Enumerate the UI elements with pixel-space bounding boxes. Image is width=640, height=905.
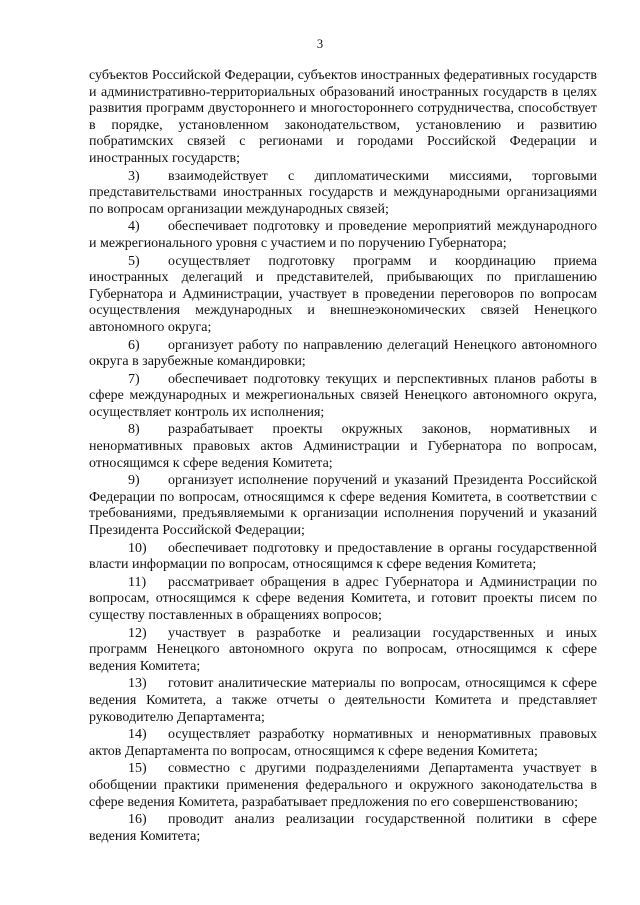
item-text: совместно с другими подразделениями Департамента участвует в обобщении практики применения федерального и окружного законодательства в сфере ведения Комитета, разрабатывает предложения по его совершенствованию; [89,761,597,810]
list-item [89,676,597,726]
item-text: обеспечивает подготовку текущих и перспективных планов работы в сфере международных и межрегиональных связей Ненецкого автономного округа, осуществляет контроль их исполнения; [89,371,597,420]
item-text: взаимодействует с дипломатическими миссиями, торговыми представительствами иностранных государств и международными организациями по вопросам организации международных связей; [89,168,597,217]
item-text: осуществляет разработку нормативных и ненормативных правовых актов Департамента по вопросам, относящимся к сфере ведения Комитета; [89,727,597,759]
list-item [89,169,597,219]
list-item [89,254,597,337]
item-text: готовит аналитические материалы по вопросам, относящимся к сфере ведения Комитета, а также отчеты о деятельности Комитета и представляет руководителю Департамента; [89,676,597,725]
paragraph-text: субъектов Российской Федерации, субъектов иностранных федеративных государств и административно-территориальных образований иностранных государств в целях развития программ двустороннего и многостороннего сотрудничества, способствует в порядке, установленном законодательством, установлению и развитию побратимских связей с регионами и городами Российской Федерации и иностранных государств; [89,68,597,166]
item-number: 9) [128,473,140,489]
item-number: 11) [128,574,147,590]
list-item [89,812,597,845]
item-text: организует исполнение поручений и указаний Президента Российской Федерации по вопросам, относящимся к сфере ведения Комитета, в соответствии с требованиями, предъявляемыми к организации исполнения поручений и указаний Президента Российской Федерации; [89,473,597,539]
item-text: рассматривает обращения в адрес Губернатора и Администрации по вопросам, относящимся к сфере ведения Комитета, и готовит проекты писем по существу поставленных в обращениях вопросов; [89,574,597,623]
item-number: 8) [128,422,140,438]
item-number: 4) [128,219,140,235]
item-number: 12) [128,625,147,641]
list-item [89,219,597,252]
list-item [89,761,597,811]
list-item [89,338,597,371]
item-number: 10) [128,540,147,556]
list-item [89,727,597,760]
item-number: 7) [128,371,140,387]
item-number: 14) [128,727,147,743]
item-number: 13) [128,676,147,692]
document-body [89,68,597,864]
item-text: обеспечивает подготовку и проведение мероприятий международного и межрегионального уровня с участием и по поручению Губернатора; [89,219,597,251]
list-item [89,372,597,422]
list-item [89,846,597,863]
list-item [89,541,597,574]
paragraph-continuation [89,68,597,168]
item-number: 16) [128,812,147,828]
item-number: 3) [128,168,140,184]
item-text: обеспечивает подготовку и предоставление в органы государственной власти информации по вопросам, относящимся к сфере ведения Комитета; [89,540,597,573]
item-text: участвует в разработке и реализации государственных и иных программ Ненецкого автономного округа по вопросам, относящимся к сфере ведения Комитета; [89,625,597,674]
item-text: организует работу по направлению делегаций Ненецкого автономного округа в зарубежные командировки; [89,337,597,370]
item-text: проводит анализ реализации государственной политики в сфере ведения Комитета; [89,812,597,844]
item-number: 6) [128,337,140,353]
item-number: 5) [128,253,140,269]
item-text: осуществляет подготовку программ и координацию приема иностранных делегаций и представителей, прибывающих по приглашению Губернатора и Администрации, участвует в проведении переговоров по вопросам осуществления международных и внешнеэкономических связей Ненецкого автономного округа; [89,253,597,335]
list-item [89,473,597,539]
list-item [89,626,597,676]
item-number: 15) [128,761,147,777]
item-text: разрабатывает проекты окружных законов, нормативных и ненормативных правовых актов Администрации и Губернатора по вопросам, относящимся к сфере ведения Комитета; [89,422,597,471]
list-item [89,422,597,472]
page-number: 3 [316,37,324,51]
list-item [89,575,597,625]
